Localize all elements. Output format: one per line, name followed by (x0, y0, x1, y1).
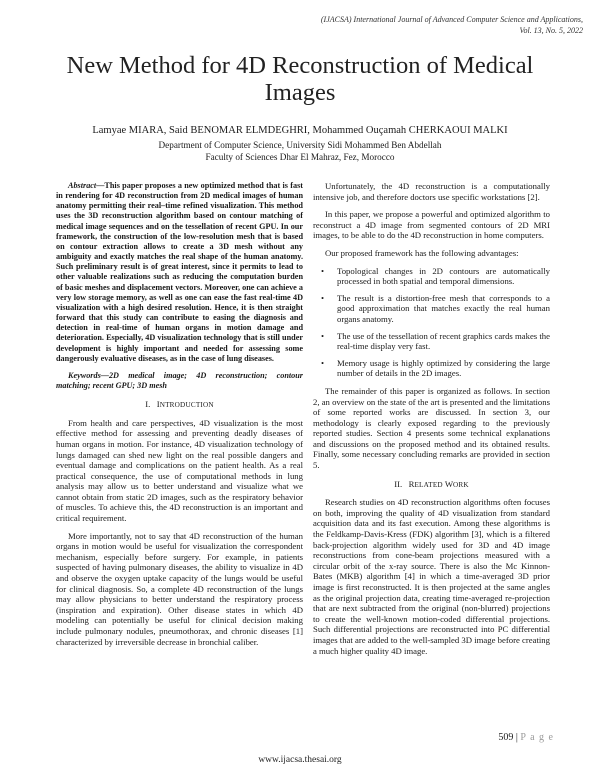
paper-title: New Method for 4D Reconstruction of Medical Images (66, 52, 534, 106)
running-header (321, 15, 583, 36)
section-heading-introduction: I. INTRODUCTION (145, 399, 214, 410)
list-item: • The use of the tessellation of recent graphics cards makes the real-time display very fast. (321, 330, 550, 352)
abstract-label: Abstract— (68, 181, 105, 190)
left-column (56, 181, 303, 654)
intro-paragraph-5: Our proposed framework has the following advantages: (325, 247, 519, 258)
list-item: • Memory usage is highly optimized by considering the large number of details in the 2D images. (321, 357, 550, 379)
bullet-icon: • (321, 292, 325, 303)
footer-url: www.ijacsa.thesai.org (258, 755, 342, 765)
affiliation-department: Department of Computer Science, University Sidi Mohammed Ben Abdellah (158, 140, 442, 150)
keywords (56, 371, 303, 391)
bullet-icon: • (321, 265, 325, 276)
affiliation-faculty: Faculty of Sciences Dhar El Mahraz, Fez, Morocco (205, 152, 395, 162)
right-column (313, 181, 550, 663)
abstract (56, 181, 303, 364)
advantages-list (313, 266, 550, 379)
abstract-text: This paper proposes a new optimized method that is fast in rendering for 4D reconstruction from 2D medical images of human anatomy permitting their real–time refined visualization. This method uses the 3D reconstruction algorithm based on contour matching of medical image sequences and on the tessellation of recent GPU. In our framework, the construction of the low-resolution mesh that is based on contour extraction allows to create a 3D mesh without any ambiguity and exactly matches the real shape of the human anatomy. Such preliminary result is of great interest, since it permits to lead to other valuable realizations such as reducing the computation burden of basic meshes and displacement vectors. Moreover, one can achieve a very low storage memory, as well as one can ease the fast real-time 4D visualization with a high desired resolution. Hence, it is then straight forward that this study can contribute to easing the diagnosis and detection in real-time of human organs in motion damage and deterioration. Especially, 4D visualization technology that is still under development is highly important and needed for assessing some dangerously evaluative diseases, as in the case of lung diseases. (56, 181, 303, 363)
bullet-icon: • (321, 357, 325, 368)
bullet-icon: • (321, 330, 325, 341)
page-number: 509 | P a g e (498, 732, 554, 743)
affiliation (20, 139, 580, 163)
intro-paragraph-4: In this paper, we propose a powerful and optimized algorithm to reconstruct a 4D image from segmented contours of 2D MRI images, to be able to do the 4D reconstruction in home computers. (313, 209, 550, 241)
keywords-label: Keywords— (68, 370, 109, 380)
intro-paragraph-6: The remainder of this paper is organized as follows. In section 2, an overview on the state of the art is presented and the limitations of some reported works are discussed. In section 3, our methodology is clearly exposed regarding to the previously reported studies. Section 4 presents some technical explanations and discussions on the proposed method and its obtained results. Finally, some necessary concluding remarks are provided in section 5. (313, 385, 550, 471)
section-heading-related-work: II. RELATED WORK (394, 478, 469, 489)
intro-paragraph-3: Unfortunately, the 4D reconstruction is a computationally intensive job, and therefore doctors use specific workstations [2]. (313, 181, 550, 202)
journal-name: (IJACSA) International Journal of Advanced Computer Science and Applications, (320, 15, 583, 24)
journal-volume: Vol. 13, No. 5, 2022 (519, 25, 583, 35)
related-work-paragraph-1: Research studies on 4D reconstruction algorithms often focuses on both, improving the quality of 4D visualization from standard acquisition data and its fast execution. Among these algorithms is the Feldkamp-Davis-Kress (FDK) algorithm [3], which is a filtered back-projection algorithm widely used for 3D and 4D image reconstructions from cone-beam projections measured with a circular orbit of the x-ray source. There is also the Mc Kinnon-Bates (MKB) algorithm [4] in which a time-averaged 3D prior image is first reconstructed. It is then projected at the same angles as the original projection data, creating time-averaged re-projection that are next subtracted from the original (non-blurred) projections to create the well-known motion-coded differential projections. Such differential projections are reconstructed into PC differential images that are added to the well-sampled 3D image before creating a much higher quality 4D image. (313, 497, 550, 656)
author-list: Lamyae MIARA, Said BENOMAR ELMDEGHRI, Mohammed Ouçamah CHERKAOUI MALKI (92, 125, 508, 136)
intro-paragraph-1: From health and care perspectives, 4D visualization is the most effective method for assessing and preventing deadly diseases of human organs in motion. For instance, 4D visualization technology of lungs damaged can shed new light on the real possible dangers and eventual damage and complications on the patient health. As a real practical consequence, the use of computational methods in lung analysis may allow us to better understand and visualize what we cannot obtain from static 2D images, such as the respiratory behavior of muscles. To achieve this, the 4D reconstruction is an important and critical requirement. (56, 417, 303, 524)
keywords-text: 2D medical image; 4D reconstruction; contour matching; recent GPU; 3D mesh (56, 370, 303, 390)
list-item: • The result is a distortion-free mesh that corresponds to a good approximation that matches exactly the real human organs anatomy. (321, 292, 550, 324)
intro-paragraph-2: More importantly, not to say that 4D reconstruction of the human organs in motion would be useful for visualization the correspondent mechanism, especially before surgery. For example, in patients suspected of having pulmonary diseases, the ability to visualize in 4D and observe the oxygen uptake capacity of the lungs would be useful for clinical diagnosis. So, a complete 4D reconstruction of the lungs may allow physicians to better understand the respiratory process (inspiration and expiration). Other disease states in which 4D modeling can potentially be useful for clinical decision making include pulmonary nodules, pneumothorax, and chronic diseases [1] characterized by irreversible decrease in bronchial caliber. (56, 530, 303, 647)
list-item: • Topological changes in 2D contours are automatically processed in both spatial and temporal dimensions. (321, 265, 550, 287)
